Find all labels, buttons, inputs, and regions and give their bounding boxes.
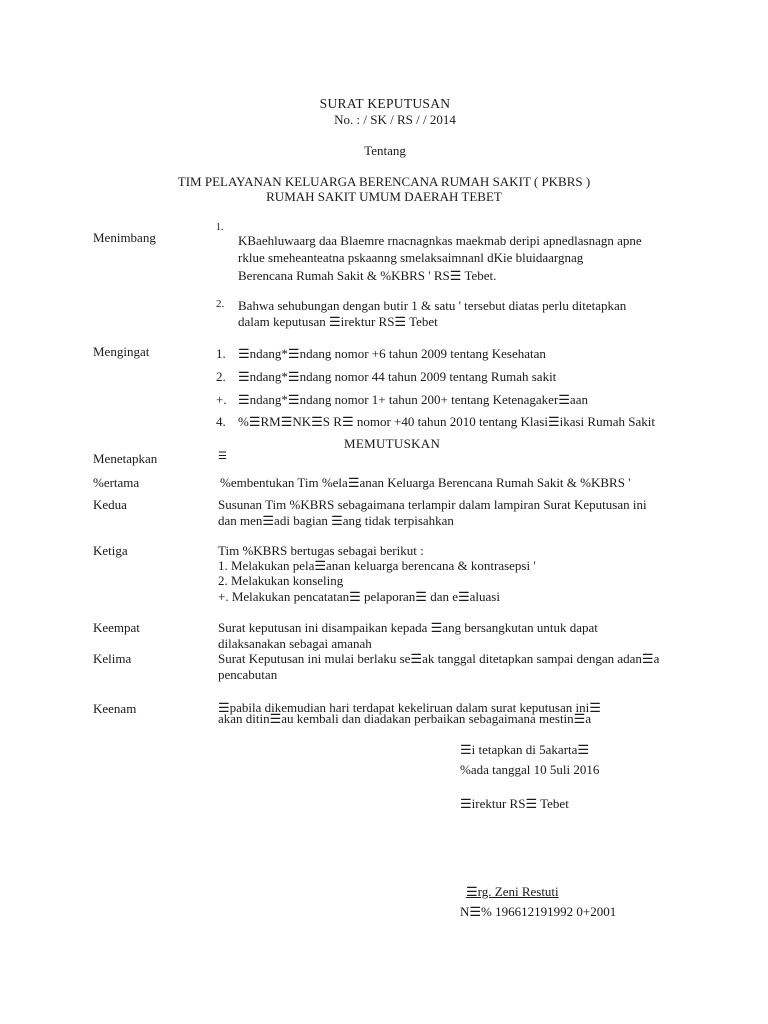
kelima-line-1: Surat Keputusan ini mulai berlaku se☰ak tanggal ditetapkan sampai dengan adan☰a [218, 651, 660, 666]
ketiga-label: Ketiga [93, 543, 128, 558]
menetapkan-label: Menetapkan [93, 451, 158, 466]
pertama-text: %embentukan Tim %ela☰anan Keluarga Berencana Rumah Sakit & %KBRS ' [220, 475, 631, 490]
kedua-line-1: Susunan Tim %KBRS sebagaimana terlampir dalam lampiran Surat Keputusan ini [218, 497, 647, 512]
ketiga-line-1: Tim %KBRS bertugas sebagai berikut : [218, 543, 424, 558]
keempat-line-2: dilaksanakan sebagai amanah [218, 636, 372, 651]
ketiga-line-3: 2. Melakukan konseling [218, 573, 344, 588]
menimbang-item-1-number: 1. [216, 222, 224, 233]
keempat-label: Keempat [93, 620, 140, 635]
kedua-label: Kedua [93, 497, 127, 512]
document-number: No. : / SK / RS / / 2014 [334, 112, 456, 127]
keenam-label: Keenam [93, 701, 137, 716]
mengingat-item-1-number: 1. [216, 346, 226, 361]
keempat-line-1: Surat keputusan ini disampaikan kepada ☰ang bersangkutan untuk dapat [218, 620, 598, 635]
mengingat-item-4-number: 4. [216, 414, 226, 429]
menimbang-label: Menimbang [93, 230, 156, 245]
memutuskan-heading: MEMUTUSKAN [344, 436, 441, 451]
keenam-line-1: ☰pabila dikemudian hari terdapat kekeliruan dalam surat keputusan ini☰ [218, 700, 601, 715]
about-label: Tentang [364, 143, 406, 158]
ketiga-line-4: +. Melakukan pencatatan☰ pelaporan☰ dan e☰aluasi [218, 589, 500, 604]
menetapkan-text: ☰ [218, 451, 227, 462]
mengingat-item-3-number: +. [216, 392, 227, 407]
signatory-name: ☰rg. Zeni Restuti [466, 884, 559, 899]
pertama-label: %ertama [93, 475, 140, 490]
menimbang-item-2-line-1: Bahwa sehubungan dengan butir 1 & satu ' tersebut diatas perlu ditetapkan [238, 298, 627, 313]
menimbang-item-1-line-2: rklue smeheanteatna pskaanng smelaksaimnanl dKie bluidaargnag [238, 250, 584, 265]
subject-line-2: RUMAH SAKIT UMUM DAERAH TEBET [266, 189, 502, 204]
closing-position: ☰irektur RS☰ Tebet [460, 796, 569, 811]
mengingat-item-4: %☰RM☰NK☰S R☰ nomor +40 tahun 2010 tentang Klasi☰ikasi Rumah Sakit [238, 414, 655, 429]
mengingat-item-2: ☰ndang*☰ndang nomor 44 tahun 2009 tentang Rumah sakit [238, 369, 557, 384]
ketiga-line-2: 1. Melakukan pela☰anan keluarga berencana & kontrasepsi ' [218, 558, 536, 573]
signatory-nip: N☰% 196612191992 0+2001 [460, 904, 617, 919]
kelima-label: Kelima [93, 651, 132, 666]
kedua-line-2: dan men☰adi bagian ☰ang tidak terpisahkan [218, 513, 454, 528]
document-title: SURAT KEPUTUSAN [319, 96, 451, 111]
closing-place: ☰i tetapkan di 5akarta☰ [460, 742, 590, 757]
mengingat-item-2-number: 2. [216, 369, 226, 384]
menimbang-item-2-number: 2. [216, 298, 225, 310]
subject-line-1: TIM PELAYANAN KELUARGA BERENCANA RUMAH SAKIT ( PKBRS ) [177, 174, 591, 189]
closing-date: %ada tanggal 10 5uli 2016 [460, 762, 600, 777]
mengingat-item-3: ☰ndang*☰ndang nomor 1+ tahun 200+ tentang Ketenagaker☰aan [238, 392, 588, 407]
kelima-line-2: pencabutan [218, 667, 278, 682]
mengingat-label: Mengingat [93, 344, 150, 359]
menimbang-item-2-line-2: dalam keputusan ☰irektur RS☰ Tebet [238, 314, 438, 329]
mengingat-item-1: ☰ndang*☰ndang nomor +6 tahun 2009 tentang Kesehatan [238, 346, 546, 361]
keenam-line-2: akan ditin☰au kembali dan diadakan perbaikan sebagaimana mestin☰a [218, 711, 592, 726]
menimbang-item-1-line-3: Berencana Rumah Sakit & %KBRS ' RS☰ Tebet. [238, 268, 497, 283]
menimbang-item-1-line-1: KBaehluwaarg daa Blaemre rnacnagnkas maekmab deripi apnedlasnagn apne [238, 233, 642, 248]
